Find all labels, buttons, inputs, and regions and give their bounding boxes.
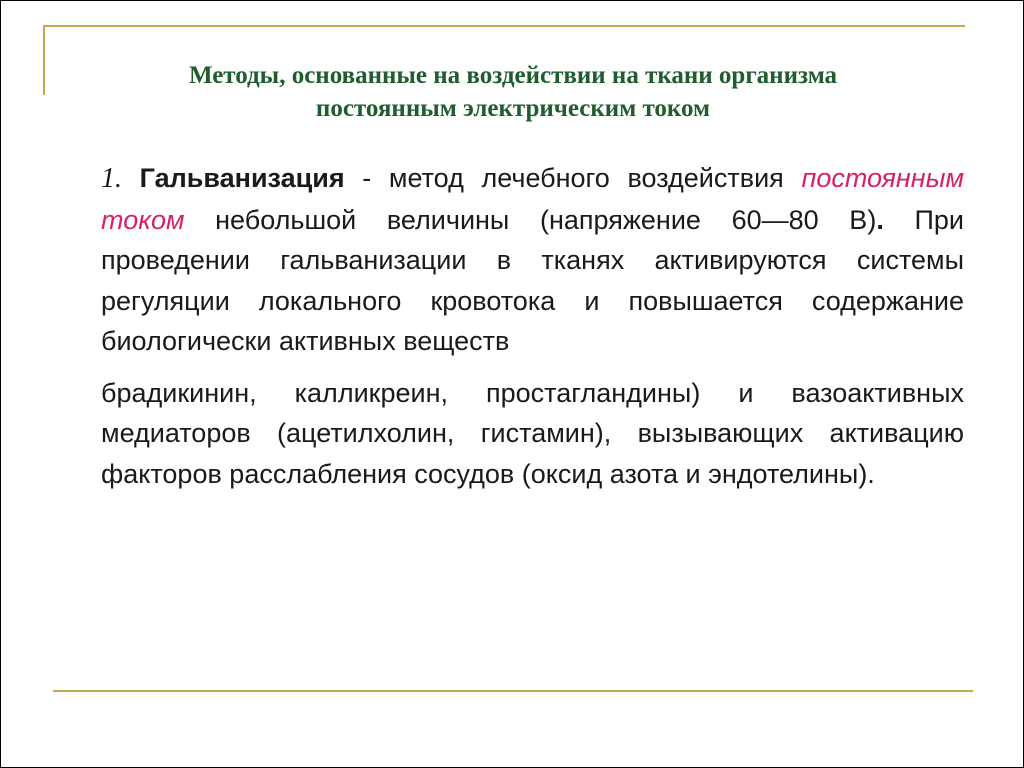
top-divider xyxy=(43,25,965,27)
item-number: 1. xyxy=(101,163,122,194)
title-line-2: постоянным электрическим током xyxy=(315,95,711,122)
paragraph-1-text-c: При проведении гальванизации в тканях активируются системы регуляции локального кровотока и повышается содержание биологически активных веществ xyxy=(101,204,964,356)
paragraph-1 xyxy=(101,158,964,362)
slide-body xyxy=(101,158,964,494)
title-line-1: Методы, основанные на воздействии на ткани организма xyxy=(188,62,838,89)
slide-title xyxy=(51,59,975,125)
paragraph-1-text-b: небольшой величины (напряжение 60—80 В) xyxy=(184,204,877,235)
highlighted-phrase: постоянным током xyxy=(101,163,964,235)
paragraph-1-text-a: - метод лечебного воздействия xyxy=(344,163,802,193)
term-galvanization: Гальванизация xyxy=(139,163,345,193)
paragraph-1-bold-dot: . xyxy=(876,204,884,235)
bottom-divider xyxy=(53,690,973,692)
left-divider xyxy=(43,25,45,95)
paragraph-2: брадикинин, калликреин, простагландины) и вазоактивных медиаторов (ацетилхолин, гистамин), вызывающих активацию факторов расслабления сосудов (оксид азота и эндотелины). xyxy=(101,377,964,489)
